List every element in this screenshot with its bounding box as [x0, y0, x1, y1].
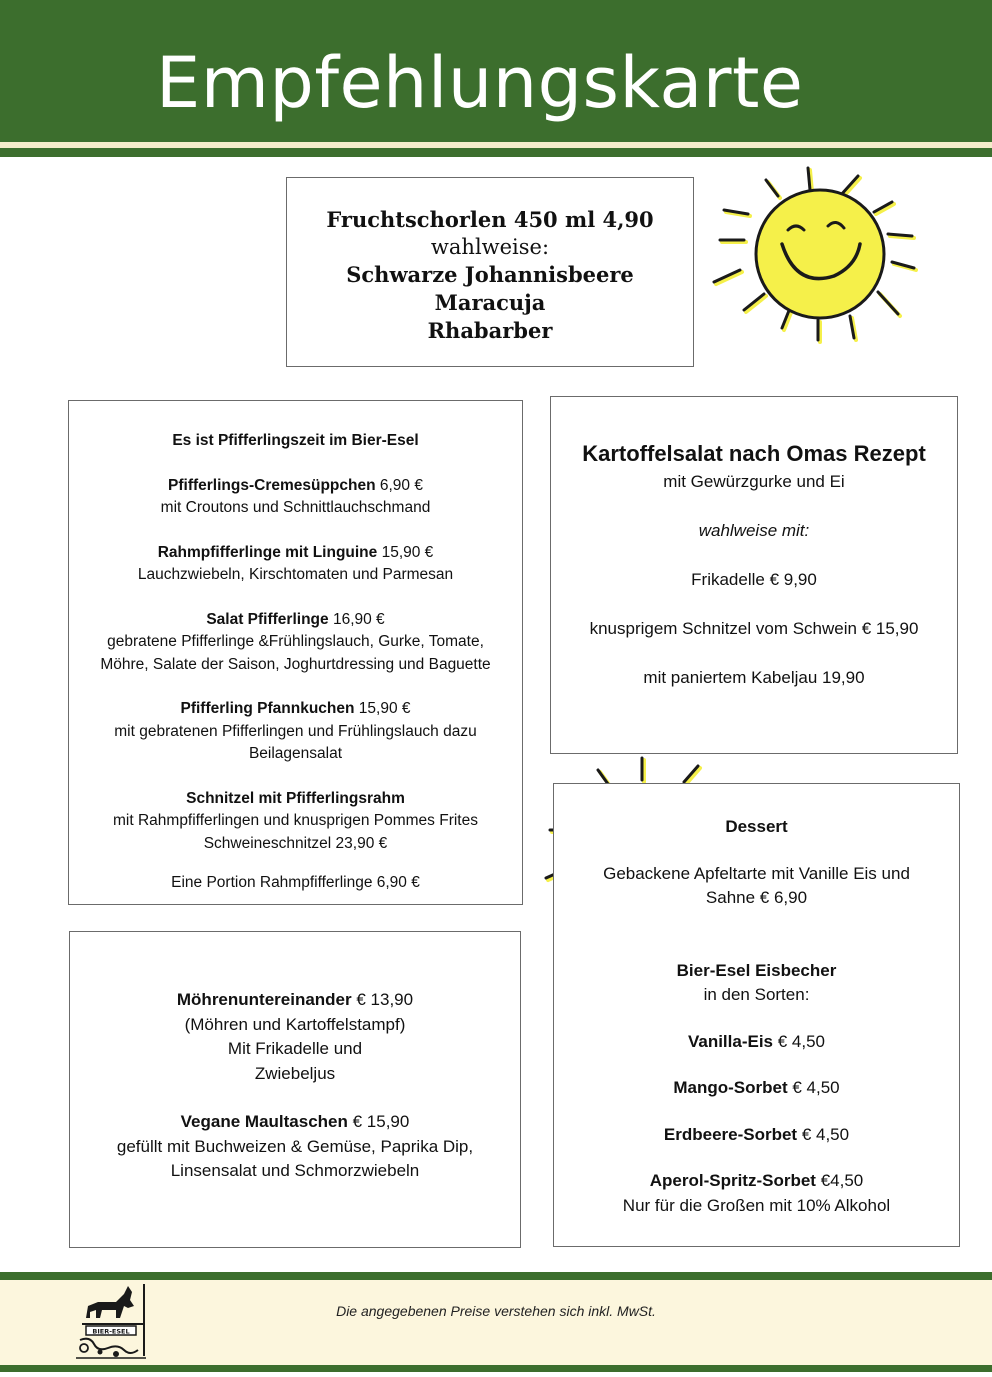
pfifferling-menu-box	[68, 400, 523, 905]
menu-item-name: Schnitzel mit Pfifferlingsrahm	[186, 789, 405, 807]
menu-item-desc: gefüllt mit Buchweizen & Gemüse, Paprika Dip,	[116, 1136, 474, 1156]
menu-item-name: Salat Pfifferlinge 16,90 €	[206, 610, 385, 628]
footer-divider-bottom	[0, 1365, 992, 1372]
dessert-item-desc: Gebackene Apfeltarte mit Vanille Eis und	[603, 863, 910, 883]
menu-item-desc: gebratene Pfifferlinge &Frühlingslauch, Gurke, Tomate,	[107, 633, 484, 650]
drinks-option: Schwarze Johannisbeere	[346, 262, 634, 287]
drinks-box	[286, 177, 694, 367]
menu-item-name: Rahmpfifferlinge mit Linguine 15,90 €	[157, 543, 434, 561]
eis-sort-note: Nur für die Großen mit 10% Alkohol	[622, 1195, 891, 1215]
menu-item-name: Pfifferlings-Cremesüppchen 6,90 €	[168, 476, 423, 494]
menu-item-name: Möhrenuntereinander € 13,90	[176, 990, 414, 1009]
eis-sort: Erdbeere-Sorbet € 4,50	[663, 1124, 850, 1144]
kartoffelsalat-box	[550, 396, 958, 754]
menu-item-desc: Lauchzwiebeln, Kirschtomaten und Parmesan	[137, 566, 454, 583]
menu-item-desc: Beilagensalat	[248, 745, 343, 762]
drinks-choice: wahlweise:	[430, 235, 550, 259]
kartoffelsalat-option: Frikadelle € 9,90	[691, 570, 817, 589]
page-title: Empfehlungskarte	[156, 42, 804, 124]
kartoffelsalat-option: knusprigem Schnitzel vom Schwein € 15,90	[589, 619, 919, 638]
menu-item-desc: mit Croutons und Schnittlauchschmand	[160, 499, 431, 516]
menu-item-name: Pfifferling Pfannkuchen 15,90 €	[180, 700, 411, 717]
menu-item-desc: (Möhren und Kartoffelstampf)	[184, 1014, 406, 1034]
menu-item-desc: Linsensalat und Schmorzwiebeln	[170, 1161, 420, 1180]
sun-icon	[704, 160, 932, 350]
menu-item-desc: Zwiebeljus	[254, 1063, 336, 1083]
drinks-title: Fruchtschorlen 450 ml 4,90	[326, 207, 654, 232]
drinks-option: Maracuja	[434, 290, 546, 315]
logo-text: BIER-ESEL	[92, 1327, 130, 1336]
pfifferling-heading: Es ist Pfifferlingszeit im Bier-Esel	[172, 432, 419, 449]
dessert-item-desc: Sahne € 6,90	[705, 888, 808, 907]
eis-sort: Mango-Sorbet € 4,50	[673, 1078, 840, 1097]
kartoffelsalat-option: mit paniertem Kabeljau 19,90	[643, 668, 865, 687]
kartoffelsalat-subtitle: mit Gewürzgurke und Ei	[663, 472, 845, 491]
drinks-option: Rhabarber	[427, 318, 553, 343]
menu-item-desc: Möhre, Salate der Saison, Joghurtdressing und Baguette	[100, 655, 491, 673]
footer-vat-note: Die angegebenen Preise verstehen sich inkl. MwSt.	[336, 1303, 656, 1319]
eis-sort: Vanilla-Eis € 4,50	[687, 1031, 826, 1051]
menu-item-desc: Schweineschnitzel 23,90 €	[203, 834, 388, 852]
eisbecher-sub: in den Sorten:	[703, 985, 810, 1004]
bier-esel-logo	[72, 1278, 150, 1360]
menu-item-name: Vegane Maultaschen € 15,90	[180, 1112, 410, 1131]
kartoffelsalat-title: Kartoffelsalat nach Omas Rezept	[582, 441, 926, 466]
moehren-box	[69, 931, 521, 1248]
dessert-box	[553, 783, 960, 1247]
eis-sort: Aperol-Spritz-Sorbet €4,50	[649, 1171, 864, 1190]
eisbecher-heading: Bier-Esel Eisbecher	[676, 960, 837, 980]
menu-item-desc: mit Rahmpfifferlingen und knusprigen Pommes Frites	[113, 812, 478, 829]
header-divider-green	[0, 148, 992, 157]
dessert-heading: Dessert	[725, 817, 788, 836]
header-bar	[0, 0, 992, 142]
menu-item-desc: Mit Frikadelle und	[227, 1039, 363, 1058]
menu-item-desc: mit gebratenen Pfifferlingen und Frühlingslauch dazu	[114, 722, 477, 740]
menu-item-extra: Eine Portion Rahmpfifferlinge 6,90 €	[171, 874, 420, 891]
kartoffelsalat-choice: wahlweise mit:	[698, 521, 810, 540]
